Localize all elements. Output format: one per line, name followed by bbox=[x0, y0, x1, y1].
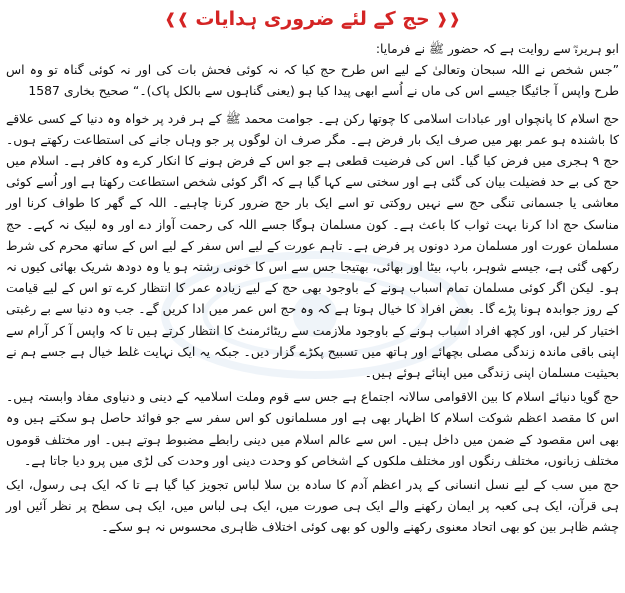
hadith-intro: ابو ہریرہؓ سے روایت ہے کہ حضور ﷺ نے فرمایا: bbox=[375, 41, 619, 56]
page-title: حج کے لئے ضروری ہدایات bbox=[195, 8, 430, 30]
paragraph-hajj-obligation: حج اسلام کا پانچواں اور عبادات اسلامی کا چوتھا رکن ہے۔ جوامت محمد ﷺ کے ہر فرد پر خواہ وہ دنیا کے کسی علاقے کا باشندہ ہو عمر بھر میں صرف ایک بار فرض ہے۔ مگر صرف ان لوگوں پر جو وہاں جانے کی استطاعت رکھتے ہوں۔ حج ۹ ہجری میں فرض کیا گیا۔ اس کی فرضیت قطعی ہے جو اس کے فرض ہونے کا انکار کرے وہ کافر ہے۔ اسلام میں حج کی بے حد فضیلت بیان کی گئی ہے اور سختی سے کہا گیا ہے کہ اگر کوئی شخص استطاعت رکھتا ہے اور اُسے کوئی معاشی یا جسمانی تنگی حج سے نہیں روکتی تو اسے ایک بار حج ضرور کرنا چاہیے۔ اللہ کے گھر کا طواف کرنا اور مناسک حج ادا کرنا بہت ثواب کا باعث ہے۔ کون مسلمان ہوگا جسے اللہ کی رحمت آواز دے اور وہ لبیک نہ کہے۔ حج مسلمان عورت اور مسلمان مرد دونوں پر فرض ہے۔ تاہم عورت کے لیے اس سفر کے لیے اس کے ساتھ محرم کی شرط رکھی گئی ہے، جیسے شوہر، باپ، بیٹا اور بھائی، بھتیجا جس سے اس کا خونی رشتہ ہو یا وہ دودھ شریک بھائی کیوں نہ ہو۔ لیکن اگر کوئی مسلمان تمام اسباب ہونے کے باوجود بھی حج کے لیے زیادہ عمر کا انتظار کرے تو اس کے لیے قیامت کے روز جوابدہ ہونا پڑے گا۔ بعض افراد کا خیال ہوتا ہے کہ وہ حج اس عمر میں ادا کریں گے۔ جب وہ دنیا سے بے رغبتی اختیار کر لیں، اور کچھ افراد اسباب ہونے کے باوجود ملازمت سے ریٹائرمنٹ کا انتظار کرتے ہیں تا کہ واپس آ کر آرام سے اپنی باقی ماندہ زندگی مصلی بچھائے اور ہاتھ میں تسبیح پکڑے گزار دیں۔ جبکہ یہ ایک نہایت غلط خیال ہے جسے ہم نے بحیثیت مسلمان اپنی زندگی میں اپنائے ہوئے ہیں۔ bbox=[6, 110, 619, 381]
right-ornament-icon: ❰❰ bbox=[435, 10, 461, 28]
left-ornament-icon: ❱❱ bbox=[164, 10, 190, 28]
article-body bbox=[6, 38, 619, 587]
hadith-quote: ”جس شخص نے اللہ سبحان وتعالیٰ کے لیے اس طرح حج کیا کہ نہ کوئی فحش بات کی اور نہ کوئی گناہ تو وہ اس طرح واپس آ جائیگا جیسے اس کی ماں نے اُسے ابھی پیدا کیا ہو (یعنی گناہوں سے بالکل پاک)۔“ صحیح بخاری 1587 bbox=[6, 62, 619, 99]
page-title-banner bbox=[164, 6, 461, 32]
paragraph-hajj-gathering: حج گویا دنیائے اسلام کا بین الاقوامی سالانہ اجتماع ہے جس سے قوم وملت اسلامیہ کے دینی و دنیاوی مفاد وابستہ ہیں۔ اس کا مقصد اعظم شوکت اسلام کا اظہار بھی ہے اور مسلمانوں کو اس سفر سے جو فوائد حاصل ہو سکتے ہیں وہ بھی اس مقصود کے ضمن میں داخل ہیں۔ اس سے عالم اسلام میں دینی رابطے مضبوط ہوتے ہیں۔ اور مختلف قوموں مختلف زبانوں، مختلف رنگوں اور مختلف ملکوں کے اشخاص کو وحدت دینی اور وحدت کی لڑی میں پرو دیا جاتا ہے۔ bbox=[6, 389, 619, 468]
paragraph-hajj-garment: حج میں سب کے لیے نسل انسانی کے پدر اعظم آدم کا سادہ بن سلا لباس تجویز کیا گیا ہے تا کہ ایک ہی رسول، ایک ہی قرآن، ایک ہی کعبہ پر ایمان رکھنے والے ایک ہی صورت میں، ایک ہی لباس میں، ایک ہی سطح پر نظر آئیں اور چشم ظاہر بین کو بھی اتحاد معنوی رکھنے والوں کو بھی کوئی اختلاف ظاہری محسوس نہ ہو سکے۔ bbox=[6, 477, 619, 535]
